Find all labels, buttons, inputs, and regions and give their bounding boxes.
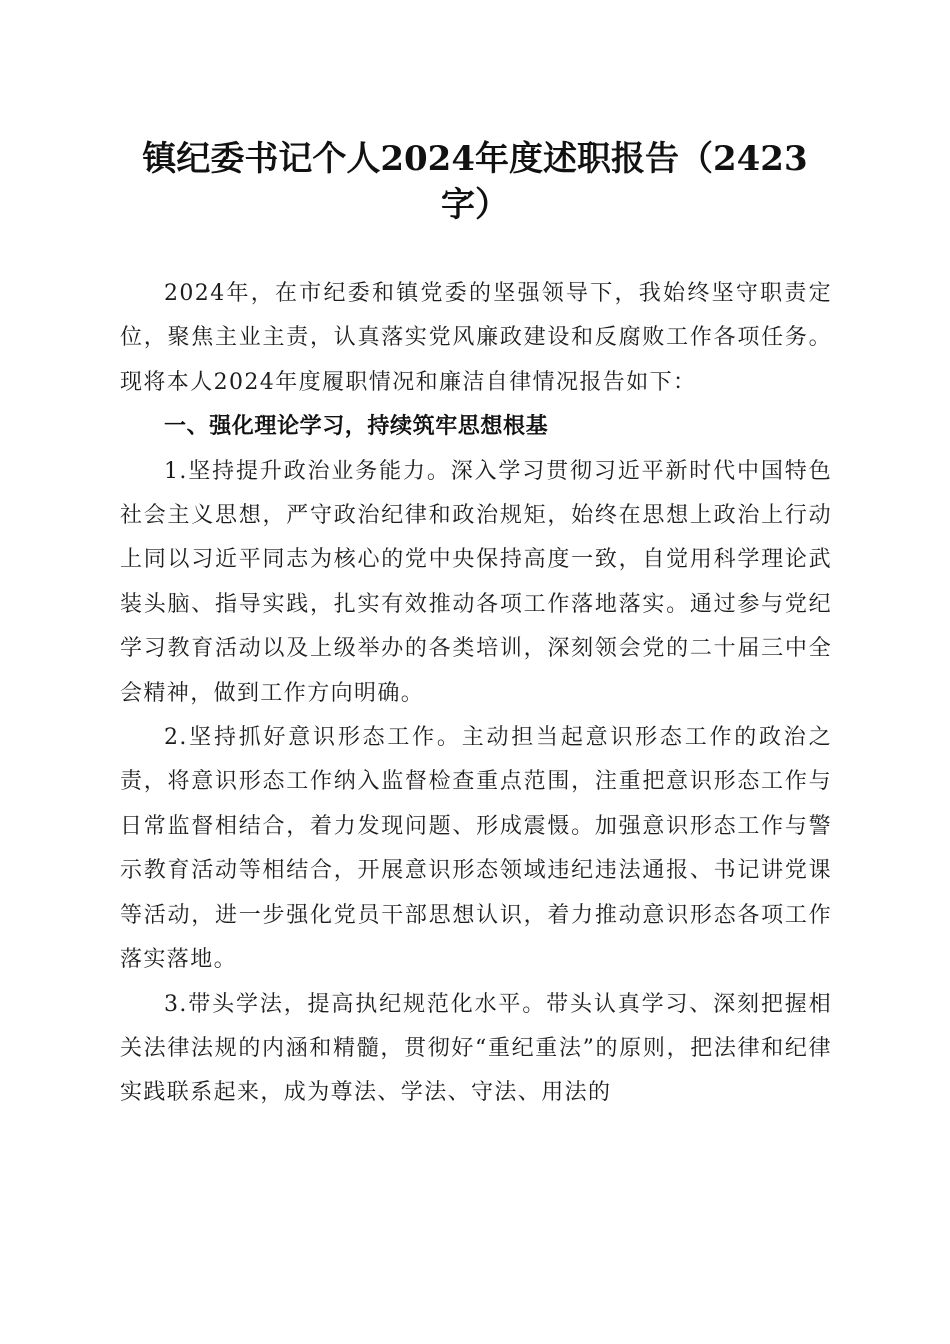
paragraph-item-3: 3.带头学法，提高执纪规范化水平。带头认真学习、深刻把握相关法律法规的内涵和精髓，贯彻好“重纪重法”的原则，把法律和纪律实践联系起来，成为尊法、学法、守法、用法的 xyxy=(120,991,832,1106)
paragraph-item-1: 1.坚持提升政治业务能力。深入学习贯彻习近平新时代中国特色社会主义思想，严守政治纪律和政治规矩，始终在思想上政治上行动上同以习近平同志为核心的党中央保持高度一致，自觉用科学理论武装头脑、指导实践，扎实有效推动各项工作落地落实。通过参与党纪学习教育活动以及上级举办的各类培训，深刻领会党的二十届三中全会精神，做到工作方向明确。 xyxy=(120,458,832,706)
document-title: 镇纪委书记个人2024年度述职报告（2423字） xyxy=(142,139,808,225)
paragraph-item-2: 2.坚持抓好意识形态工作。主动担当起意识形态工作的政治之责，将意识形态工作纳入监督检查重点范围，注重把意识形态工作与日常监督相结合，着力发现问题、形成震慑。加强意识形态工作与警示教育活动等相结合，开展意识形态领域违纪违法通报、书记讲党课等活动，进一步强化党员干部思想认识，着力推动意识形态各项工作落实落地。 xyxy=(120,725,832,973)
section-heading-1: 一、强化理论学习，持续筑牢思想根基 xyxy=(164,414,549,440)
document-body xyxy=(120,272,832,1116)
intro-paragraph: 2024年，在市纪委和镇党委的坚强领导下，我始终坚守职责定位，聚焦主业主责，认真落实党风廉政建设和反腐败工作各项任务。现将本人2024年度履职情况和廉洁自律情况报告如下： xyxy=(120,281,832,395)
